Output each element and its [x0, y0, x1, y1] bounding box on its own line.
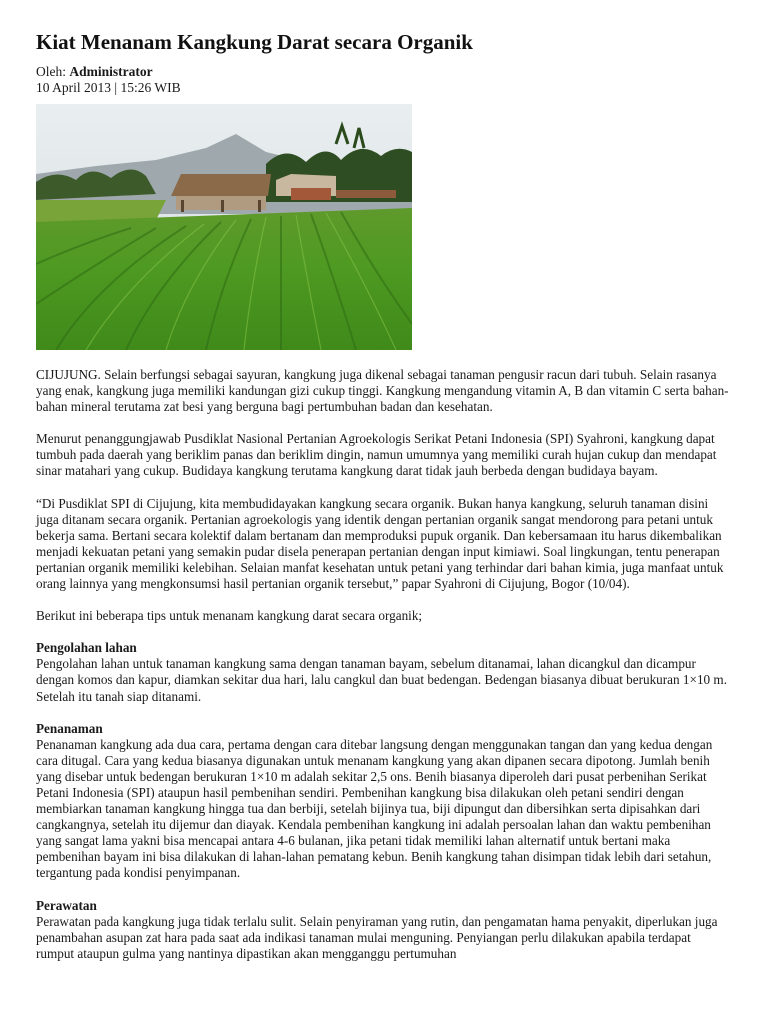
section-heading: Penanaman [36, 720, 103, 736]
author-name: Administrator [69, 64, 153, 79]
paragraph-quote: “Di Pusdiklat SPI di Cijujung, kita membudidayakan kangkung secara organik. Bukan hanya kangkung, seluruh tanaman disini juga ditanam secara organik. Pertanian agroekologis yang identik dengan pertanian organik sangat mendorong para petani untuk bekerja sama. Bertani secara kolektif dalam bertanam dan memproduksi pupuk organik. Dan kebersamaan itu harus dikembalikan menjadi kekuatan petani yang semakin pudar disela penerapan pertanian dengan input kimiawi. Soal lingkungan, tentu penerapan pertanian organik memiliki kelebihan. Selaian manfat kesehatan untuk petani yang terhindar dari bahan kimia, juga manfaat untuk orang lainnya yang mengkonsumsi hasil pertanian organik tersebut,” papar Syahroni di Cijujung, Bogor (10/04). [36, 495, 724, 592]
paragraph-spi: Menurut penanggungjawab Pusdiklat Nasional Pertanian Agroekologis Serikat Petani Indonesia (SPI) Syahroni, kangkung dapat tumbuh pada daerah yang beriklim panas dan beriklim dingin, namun umumnya yang memiliki curah hujan cukup dan mendapat sinar matahari yang cukup. Budidaya kangkung terutama kangkung darat tidak jauh berbeda dengan budidaya bayam. [36, 431, 717, 479]
article-body [36, 367, 732, 962]
section-penanaman [36, 721, 732, 882]
article-meta [36, 64, 732, 96]
section-heading: Perawatan [36, 897, 97, 913]
paragraph-tips-intro: Berikut ini beberapa tips untuk menanam kangkung darat secara organik; [36, 608, 423, 624]
article-title: Kiat Menanam Kangkung Darat secara Organik [36, 30, 473, 54]
section-text: Penanaman kangkung ada dua cara, pertama dengan cara ditebar langsung dengan menggunakan tangan dan yang kedua dengan cara ditugal. Cara yang kedua biasanya digunakan untuk menanam kangkung yang akan dipanen secara dipotong. Jumlah benih yang disebar untuk bedengan berukuran 1×10 m adalah sekitar 2,5 ons. Benih biasanya diperoleh dari pusat perbenihan Serikat Petani Indonesia (SPI) ataupun hasil pembenihan sendiri. Pembenihan kangkung bisa dilakukan oleh petani sendiri dengan membiarkan tanaman kangkung hingga tua dan berbiji, setelah bijinya tua, biji dipungut dan dibersihkan serta dipisahkan dari cangkangnya, setelah itu dijemur dan diayak. Kendala pembenihan kangkung ini adalah persoalan lahan dan waktu pembenihan yang sangat lama yakni bisa mencapai antara 4-6 bulanan, jika petani tidak memiliki lahan alternatif untuk bertani maka pembenihan bayam ini bisa dilakukan di lahan-lahan pematang kebun. Benih kangkung tahan disimpan tidak lebih dari setahun, tergantung pada kondisi penyimpanan. [36, 736, 713, 881]
publish-date: 10 April 2013 | 15:26 WIB [36, 80, 181, 95]
section-text: Perawatan pada kangkung juga tidak terlalu sulit. Selain penyiraman yang rutin, dan pengamatan hama penyakit, diperlukan juga penambahan asupan zat hara pada saat ada indikasi tanaman mulai menguning. Penyiangan perlu dilakukan apabila terdapat rumput ataupun gulma yang nantinya dipastikan akan mengganggu pertumuhan [36, 913, 718, 961]
section-text: Pengolahan lahan untuk tanaman kangkung sama dengan tanaman bayam, sebelum ditanamai, lahan dicangkul dan dicampur dengan komos dan kapur, diamkan sekitar dua hari, lalu cangkul dan buat bedengan. Bedengan biasanya dibuat berukuran 1×10 m. Setelah itu tanah siap ditanami. [36, 656, 727, 704]
author-line [36, 64, 732, 80]
section-heading: Pengolahan lahan [36, 640, 137, 656]
paragraph-intro: CIJUJUNG. Selain berfungsi sebagai sayuran, kangkung juga dikenal sebagai tanaman pengusir racun dari tubuh. Selain rasanya yang enak, kangkung juga memiliki kandungan gizi cukup tinggi. Kangkung mengandung vitamin A, B dan vitamin C serta bahan-bahan mineral terutama zat besi yang berguna bagi pertumbuhan badan dan kesehatan. [36, 367, 729, 415]
kangkung-field-photo [36, 104, 412, 350]
section-perawatan [36, 898, 732, 962]
author-label: Oleh: [36, 64, 70, 79]
section-pengolahan [36, 640, 732, 704]
